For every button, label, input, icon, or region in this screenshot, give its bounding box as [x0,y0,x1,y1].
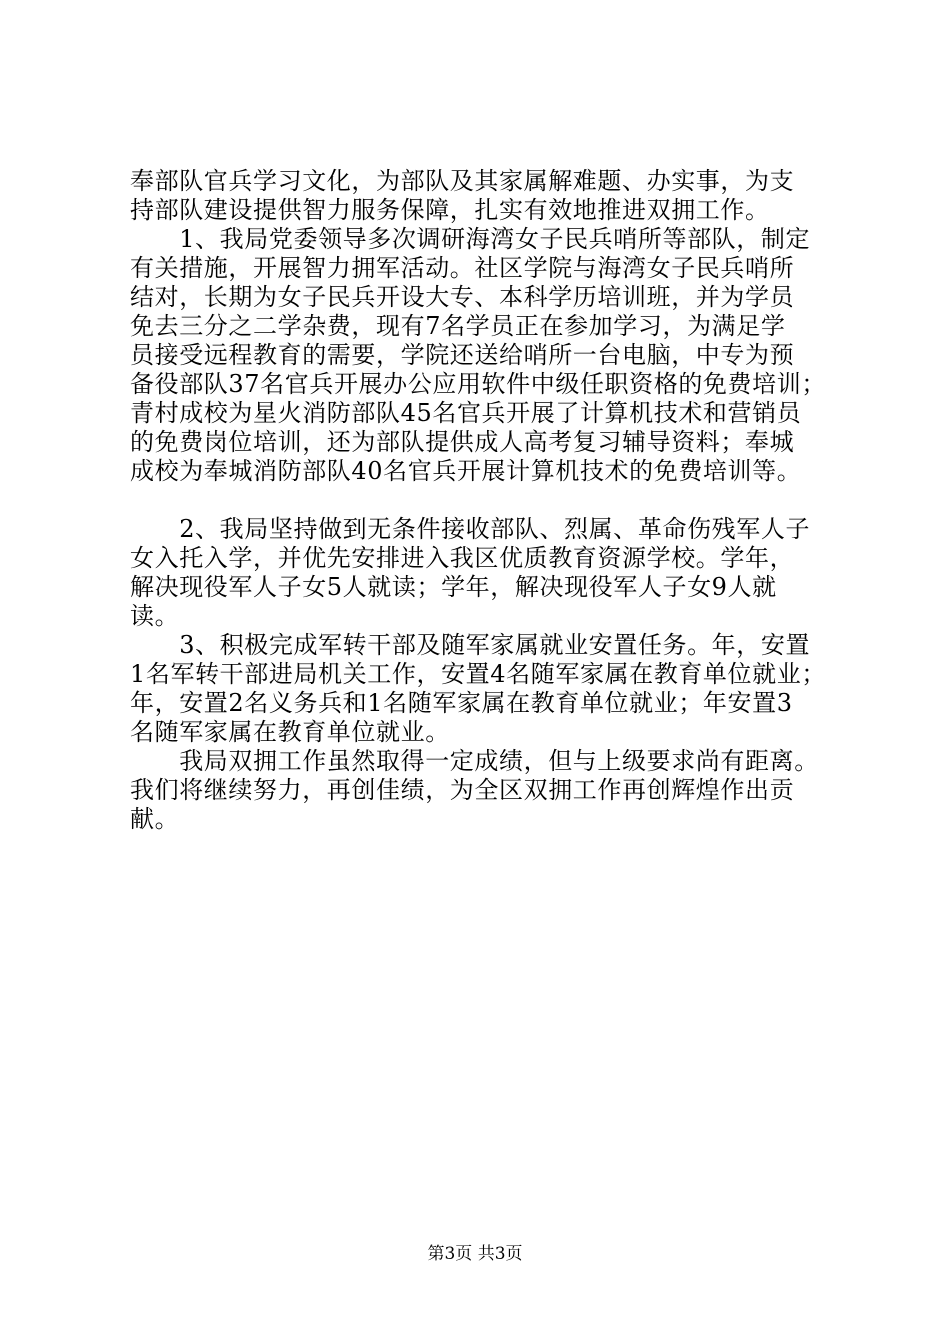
text-line: 备役部队37名官兵开展办公应用软件中级任职资格的免费培训； [130,370,826,398]
text-line: 名随军家属在教育单位就业。 [130,718,450,746]
paragraph-1-line: 1、我局党委领导多次调研海湾女子民兵哨所等部队，制定 [130,225,811,253]
document-body [130,167,850,834]
page-number-footer: 第3页 共3页 [427,1244,523,1264]
text-line: 成校为奉城消防部队40名官兵开展计算机技术的免费培训等。 [130,457,802,485]
text-line: 结对，长期为女子民兵开设大专、本科学历培训班，并为学员 [130,283,795,311]
text-line: 奉部队官兵学习文化，为部队及其家属解难题、办实事，为支 [130,167,795,195]
text-line: 青村成校为星火消防部队45名官兵开展了计算机技术和营销员 [130,399,802,427]
text-line: 献。 [130,805,180,833]
paragraph-2-line: 2、我局坚持做到无条件接收部队、烈属、革命伤残军人子 [130,515,811,543]
paragraph-3-line: 3、积极完成军转干部及随军家属就业安置任务。年，安置 [130,631,811,659]
text-line: 解决现役军人子女5人就读；学年，解决现役军人子女9人就 [130,573,777,601]
text-line: 年，安置2名义务兵和1名随军家属在教育单位就业；年安置3 [130,689,793,717]
text-line: 我们将继续努力，再创佳绩，为全区双拥工作再创辉煌作出贡 [130,776,795,804]
text-line: 读。 [130,602,180,630]
text-line: 员接受远程教育的需要，学院还送给哨所一台电脑，中专为预 [130,341,795,369]
text-line: 1名军转干部进局机关工作，安置4名随军家属在教育单位就业； [130,660,826,688]
text-line: 持部队建设提供智力服务保障，扎实有效地推进双拥工作。 [130,196,770,224]
paragraph-gap [130,486,850,515]
text-line: 免去三分之二学杂费，现有7名学员正在参加学习，为满足学 [130,312,786,340]
text-line: 的免费岗位培训，还为部队提供成人高考复习辅导资料；奉城 [130,428,795,456]
text-line: 女入托入学，并优先安排进入我区优质教育资源学校。学年， [130,544,795,572]
paragraph-4-line: 我局双拥工作虽然取得一定成绩，但与上级要求尚有距离。 [130,747,819,775]
text-line: 有关措施，开展智力拥军活动。社区学院与海湾女子民兵哨所 [130,254,795,282]
